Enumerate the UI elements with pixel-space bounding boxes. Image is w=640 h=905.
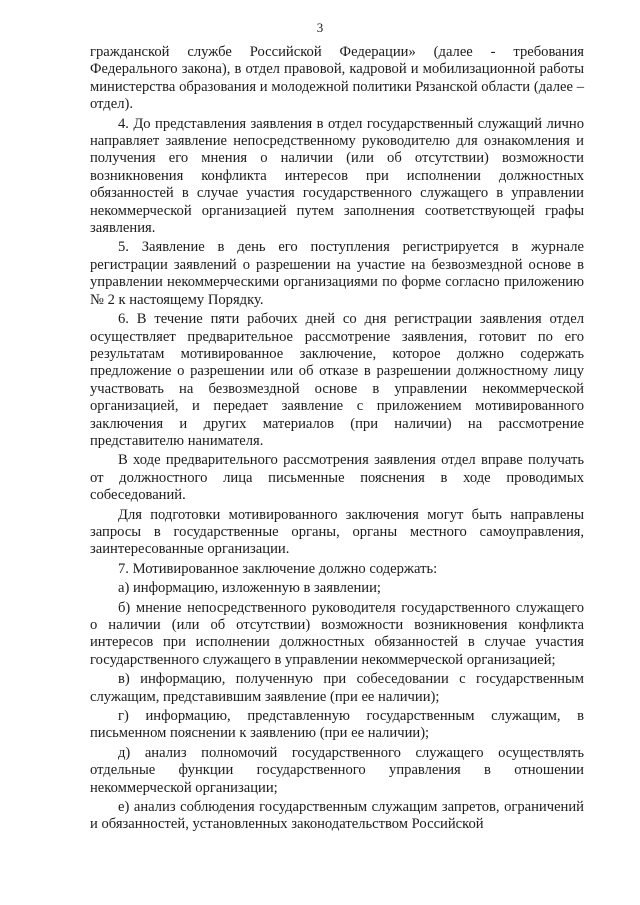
paragraph-6-requests: Для подготовки мотивированного заключения могут быть направлены запросы в государственные органы, органы местного самоуправления, заинтересованные организации. <box>90 506 584 558</box>
item-a: а) информацию, изложенную в заявлении; <box>118 580 381 597</box>
item-b: б) мнение непосредственного руководителя государственного служащего о наличии (или об отсутствии) возможности возникновения конфликта интересов при исполнении должностных обязанностей в случае участия государственного служащего в управлении некоммерческой организацией; <box>90 599 584 668</box>
document-body <box>90 44 584 836</box>
page-number: 3 <box>316 20 324 35</box>
paragraph-6-preliminary-review: В ходе предварительного рассмотрения заявления отдел вправе получать от должностного лица письменные пояснения в ходе проводимых собеседований. <box>90 452 584 504</box>
item-v: в) информацию, полученную при собеседовании с государственным служащим, представившим заявление (при ее наличии); <box>90 671 584 705</box>
item-d: д) анализ полномочий государственного служащего осуществлять отдельные функции государственного управления в отношении некоммерческой организации; <box>90 744 584 796</box>
paragraph-federal-law-continuation: гражданской службе Российской Федерации» (далее - требования Федерального закона), в отдел правовой, кадровой и мобилизационной работы министерства образования и молодежной политики Рязанской области (далее – отдел). <box>90 44 584 113</box>
item-e: е) анализ соблюдения государственным служащим запретов, ограничений и обязанностей, установленных законодательством Российской <box>90 799 584 833</box>
paragraph-5: 5. Заявление в день его поступления регистрируется в журнале регистрации заявлений о разрешении на участие на безвозмездной основе в управлении некоммерческими организациями по форме согласно приложению № 2 к настоящему Порядку. <box>90 239 584 308</box>
item-g: г) информацию, представленную государственным служащим, в письменном пояснении к заявлению (при ее наличии); <box>90 708 584 742</box>
paragraph-4: 4. До представления заявления в отдел государственный служащий лично направляет заявление непосредственному руководителю для ознакомления и получения его мнения о наличии (или об отсутствии) возможности возникновения конфликта интересов при исполнении должностных обязанностей в случае участия государственного служащего в управлении некоммерческой организацией путем заполнения соответствующей графы заявления. <box>90 115 584 237</box>
paragraph-7: 7. Мотивированное заключение должно содержать: <box>118 560 438 577</box>
paragraph-6: 6. В течение пяти рабочих дней со дня регистрации заявления отдел осуществляет предварительное рассмотрение заявления, готовит по его результатам мотивированное заключение, которое должно содержать предложение о разрешении или об отказе в разрешении должностному лицу участвовать на безвозмездной основе в управлении некоммерческой организацией, и передает заявление с приложением мотивированного заключения и других материалов (при наличии) на рассмотрение представителю нанимателя. <box>90 311 584 449</box>
